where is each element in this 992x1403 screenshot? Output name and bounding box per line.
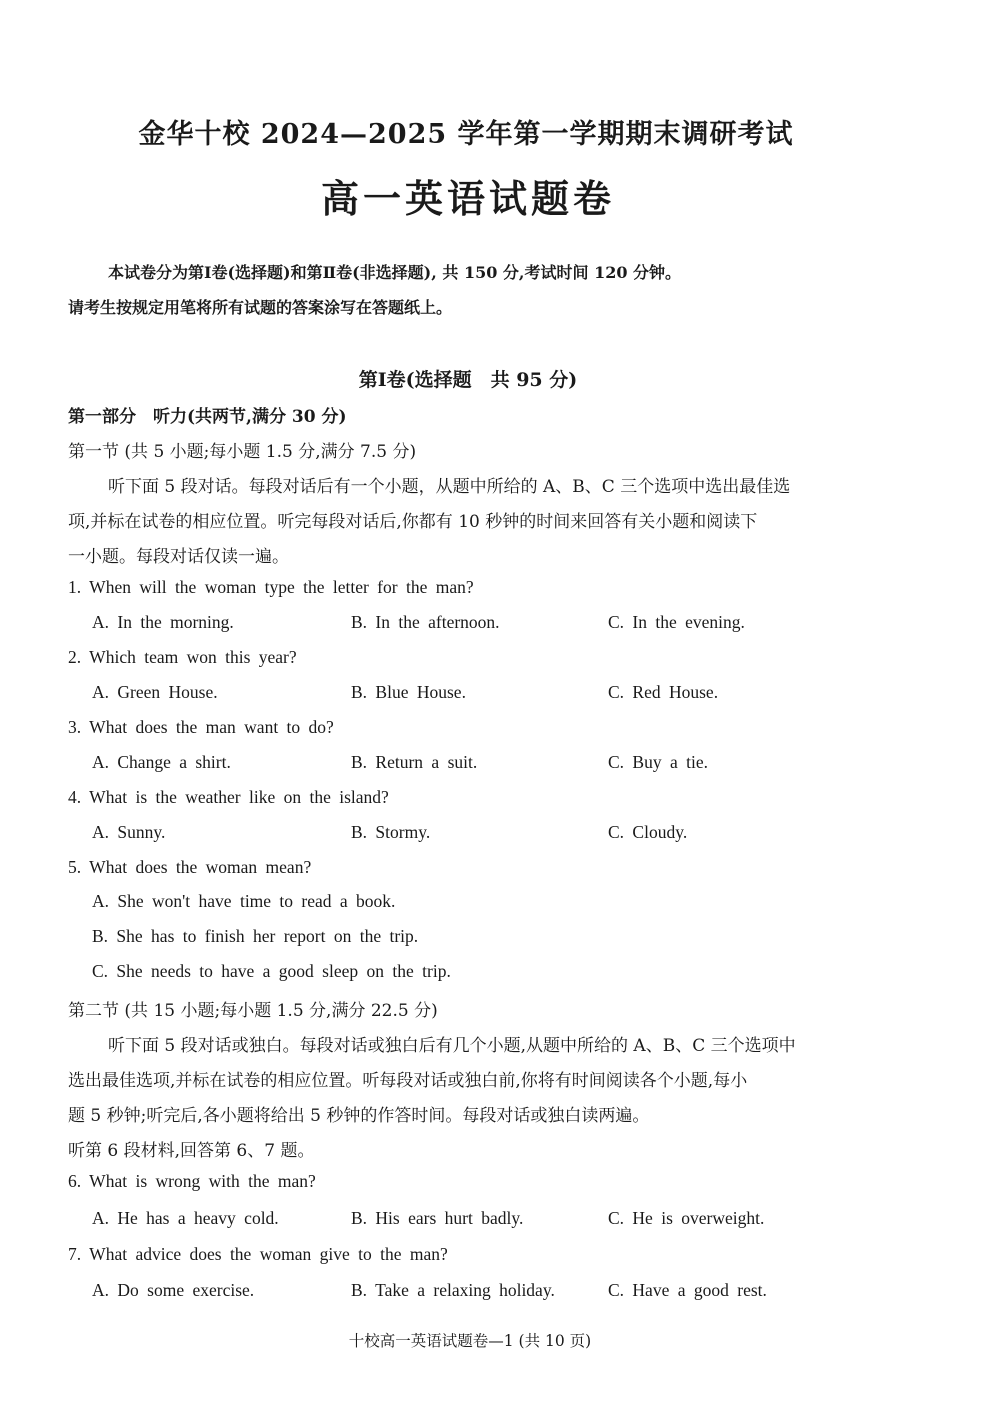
option-c: C. Have a good rest. [608,1280,767,1300]
option-a: A. She won't have time to read a book. [92,891,396,911]
option-a: A. Sunny. [92,822,166,842]
option-a: A. He has a heavy cold. [92,1208,279,1228]
option-a: A. Do some exercise. [92,1280,255,1300]
section1-instructions-line-3: 一小题。每段对话仅读一遍。 [68,547,289,567]
option-a: A. Change a shirt. [92,752,231,772]
school-title: 金华十校 2024—2025 学年第一学期期末调研考试 [138,119,794,150]
option-c: C. Red House. [608,682,719,702]
section2-instructions-line-1: 听下面 5 段对话或独白。每段对话或独白后有几个小题,从题中所给的 A、B、C 三个选项中 [108,1036,796,1056]
section2-instructions-line-3: 题 5 秒钟;听完后,各小题将给出 5 秒钟的作答时间。每段对话或独白读两遍。 [68,1106,650,1126]
question-stem: 5. What does the woman mean? [68,857,312,877]
material-note: 听第 6 段材料,回答第 6、7 题。 [68,1141,315,1161]
option-b: B. Stormy. [351,822,431,842]
question-stem: 7. What advice does the woman give to the man? [68,1244,448,1264]
part1-title: 第一部分 听力(共两节,满分 30 分) [68,407,347,427]
option-b: B. Take a relaxing holiday. [351,1280,555,1300]
intro-line-2: 请考生按规定用笔将所有试题的答案涂写在答题纸上。 [68,298,453,317]
option-a: A. In the morning. [92,612,234,632]
option-b: B. She has to finish her report on the trip. [92,926,419,946]
question-stem: 6. What is wrong with the man? [68,1171,316,1191]
section1-instructions-line-1: 听下面 5 段对话。每段对话后有一个小题，从题中所给的 A、B、C 三个选项中选出最佳选 [108,477,791,497]
option-b: B. In the afternoon. [351,612,500,632]
option-c: C. Cloudy. [608,822,688,842]
paper-title: 高一英语试题卷 [320,176,615,221]
section1-instructions-line-2: 项,并标在试卷的相应位置。听完每段对话后,你都有 10 秒钟的时间来回答有关小题和阅读下 [68,512,758,532]
section1-title: 第一节 (共 5 小题;每小题 1.5 分,满分 7.5 分) [68,442,417,462]
option-c: C. He is overweight. [608,1208,765,1228]
option-b: B. Return a suit. [351,752,478,772]
question-stem: 4. What is the weather like on the island? [68,787,389,807]
section2-title: 第二节 (共 15 小题;每小题 1.5 分,满分 22.5 分) [68,1001,438,1021]
question-stem: 1. When will the woman type the letter for the man? [68,577,474,597]
page-footer: 十校高一英语试题卷—1 (共 10 页) [348,1332,592,1350]
question-stem: 2. Which team won this year? [68,647,297,667]
option-c: C. Buy a tie. [608,752,708,772]
volume1-title: 第Ⅰ卷(选择题 共 95 分) [358,369,578,391]
option-b: B. Blue House. [351,682,466,702]
option-c: C. In the evening. [608,612,745,632]
option-c: C. She needs to have a good sleep on the trip. [92,961,451,981]
question-stem: 3. What does the man want to do? [68,717,334,737]
section2-instructions-line-2: 选出最佳选项,并标在试卷的相应位置。听每段对话或独白前,你将有时间阅读各个小题,每小 [68,1071,748,1091]
intro-line-1: 本试卷分为第Ⅰ卷(选择题)和第Ⅱ卷(非选择题), 共 150 分,考试时间 120 分钟。 [108,263,682,282]
option-a: A. Green House. [92,682,218,702]
option-b: B. His ears hurt badly. [351,1208,524,1228]
